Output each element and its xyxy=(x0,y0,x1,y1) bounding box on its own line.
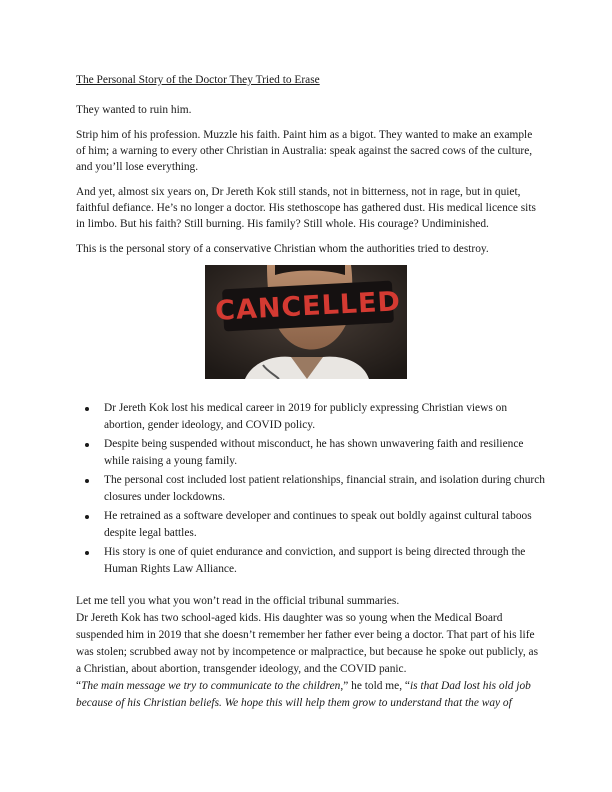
closing-body: Dr Jereth Kok has two school-aged kids. His daughter was so young when the Medical Board suspended him in 2019 that she doesn’t remember her father ever being a doctor. That part of his life was stolen; scrubbed away not by incompetence or malpractice, but because he spoke out publicly, as a Christian, about abortion, transgender ideology, and the COVID panic. xyxy=(76,612,539,675)
paragraph-intro: They wanted to ruin him. xyxy=(76,104,192,116)
bullet-item: Dr Jereth Kok lost his medical career in 2019 for publicly expressing Christian views on abortion, gender ideology, and COVID policy. xyxy=(76,400,546,434)
closing-lead: Let me tell you what you won’t read in the official tribunal summaries. xyxy=(76,595,400,607)
cancelled-photo-illustration xyxy=(205,265,407,379)
bullet-item: He retrained as a software developer and continues to speak out boldly against cultural taboos despite legal battles. xyxy=(76,508,546,542)
quote-attribution: ,” he told me, “ xyxy=(340,680,410,692)
quote-part-2: is that Dad lost his old job because of his Christian beliefs. We hope this will help them grow to understand that the way of xyxy=(76,680,531,709)
paragraph-defiance: And yet, almost six years on, Dr Jereth Kok still stands, not in bitterness, not in rage, but in quiet, faithful defiance. He’s no longer a doctor. His stethoscope has gathered dust. His medical licence sits in limbo. But his faith? Still burning. His family? Still whole. His courage? Undiminished. xyxy=(76,186,536,230)
cancelled-stamp-text: CANCELLED xyxy=(214,286,402,327)
article-title: The Personal Story of the Doctor They Tried to Erase xyxy=(76,74,320,86)
quote-open-mark: “ xyxy=(76,680,82,692)
summary-bullet-list xyxy=(76,400,546,580)
closing-quote xyxy=(76,678,542,712)
paragraph-story: This is the personal story of a conservative Christian whom the authorities tried to destroy. xyxy=(76,243,489,255)
bullet-item: His story is one of quiet endurance and conviction, and support is being directed through the Human Rights Law Alliance. xyxy=(76,544,546,578)
cancelled-photo xyxy=(205,265,407,379)
bullet-item: Despite being suspended without misconduct, he has shown unwavering faith and resilience while raising a young family. xyxy=(76,436,546,470)
quote-part-1: The main message we try to communicate to the children xyxy=(81,680,341,692)
closing-section xyxy=(76,593,542,712)
bullet-item: The personal cost included lost patient relationships, financial strain, and isolation during church closures under lockdowns. xyxy=(76,472,546,506)
paragraph-strip: Strip him of his profession. Muzzle his faith. Paint him as a bigot. They wanted to make an example of him; a warning to every other Christian in Australia: speak against the sacred cows of the culture, and you’ll lose everything. xyxy=(76,129,533,173)
